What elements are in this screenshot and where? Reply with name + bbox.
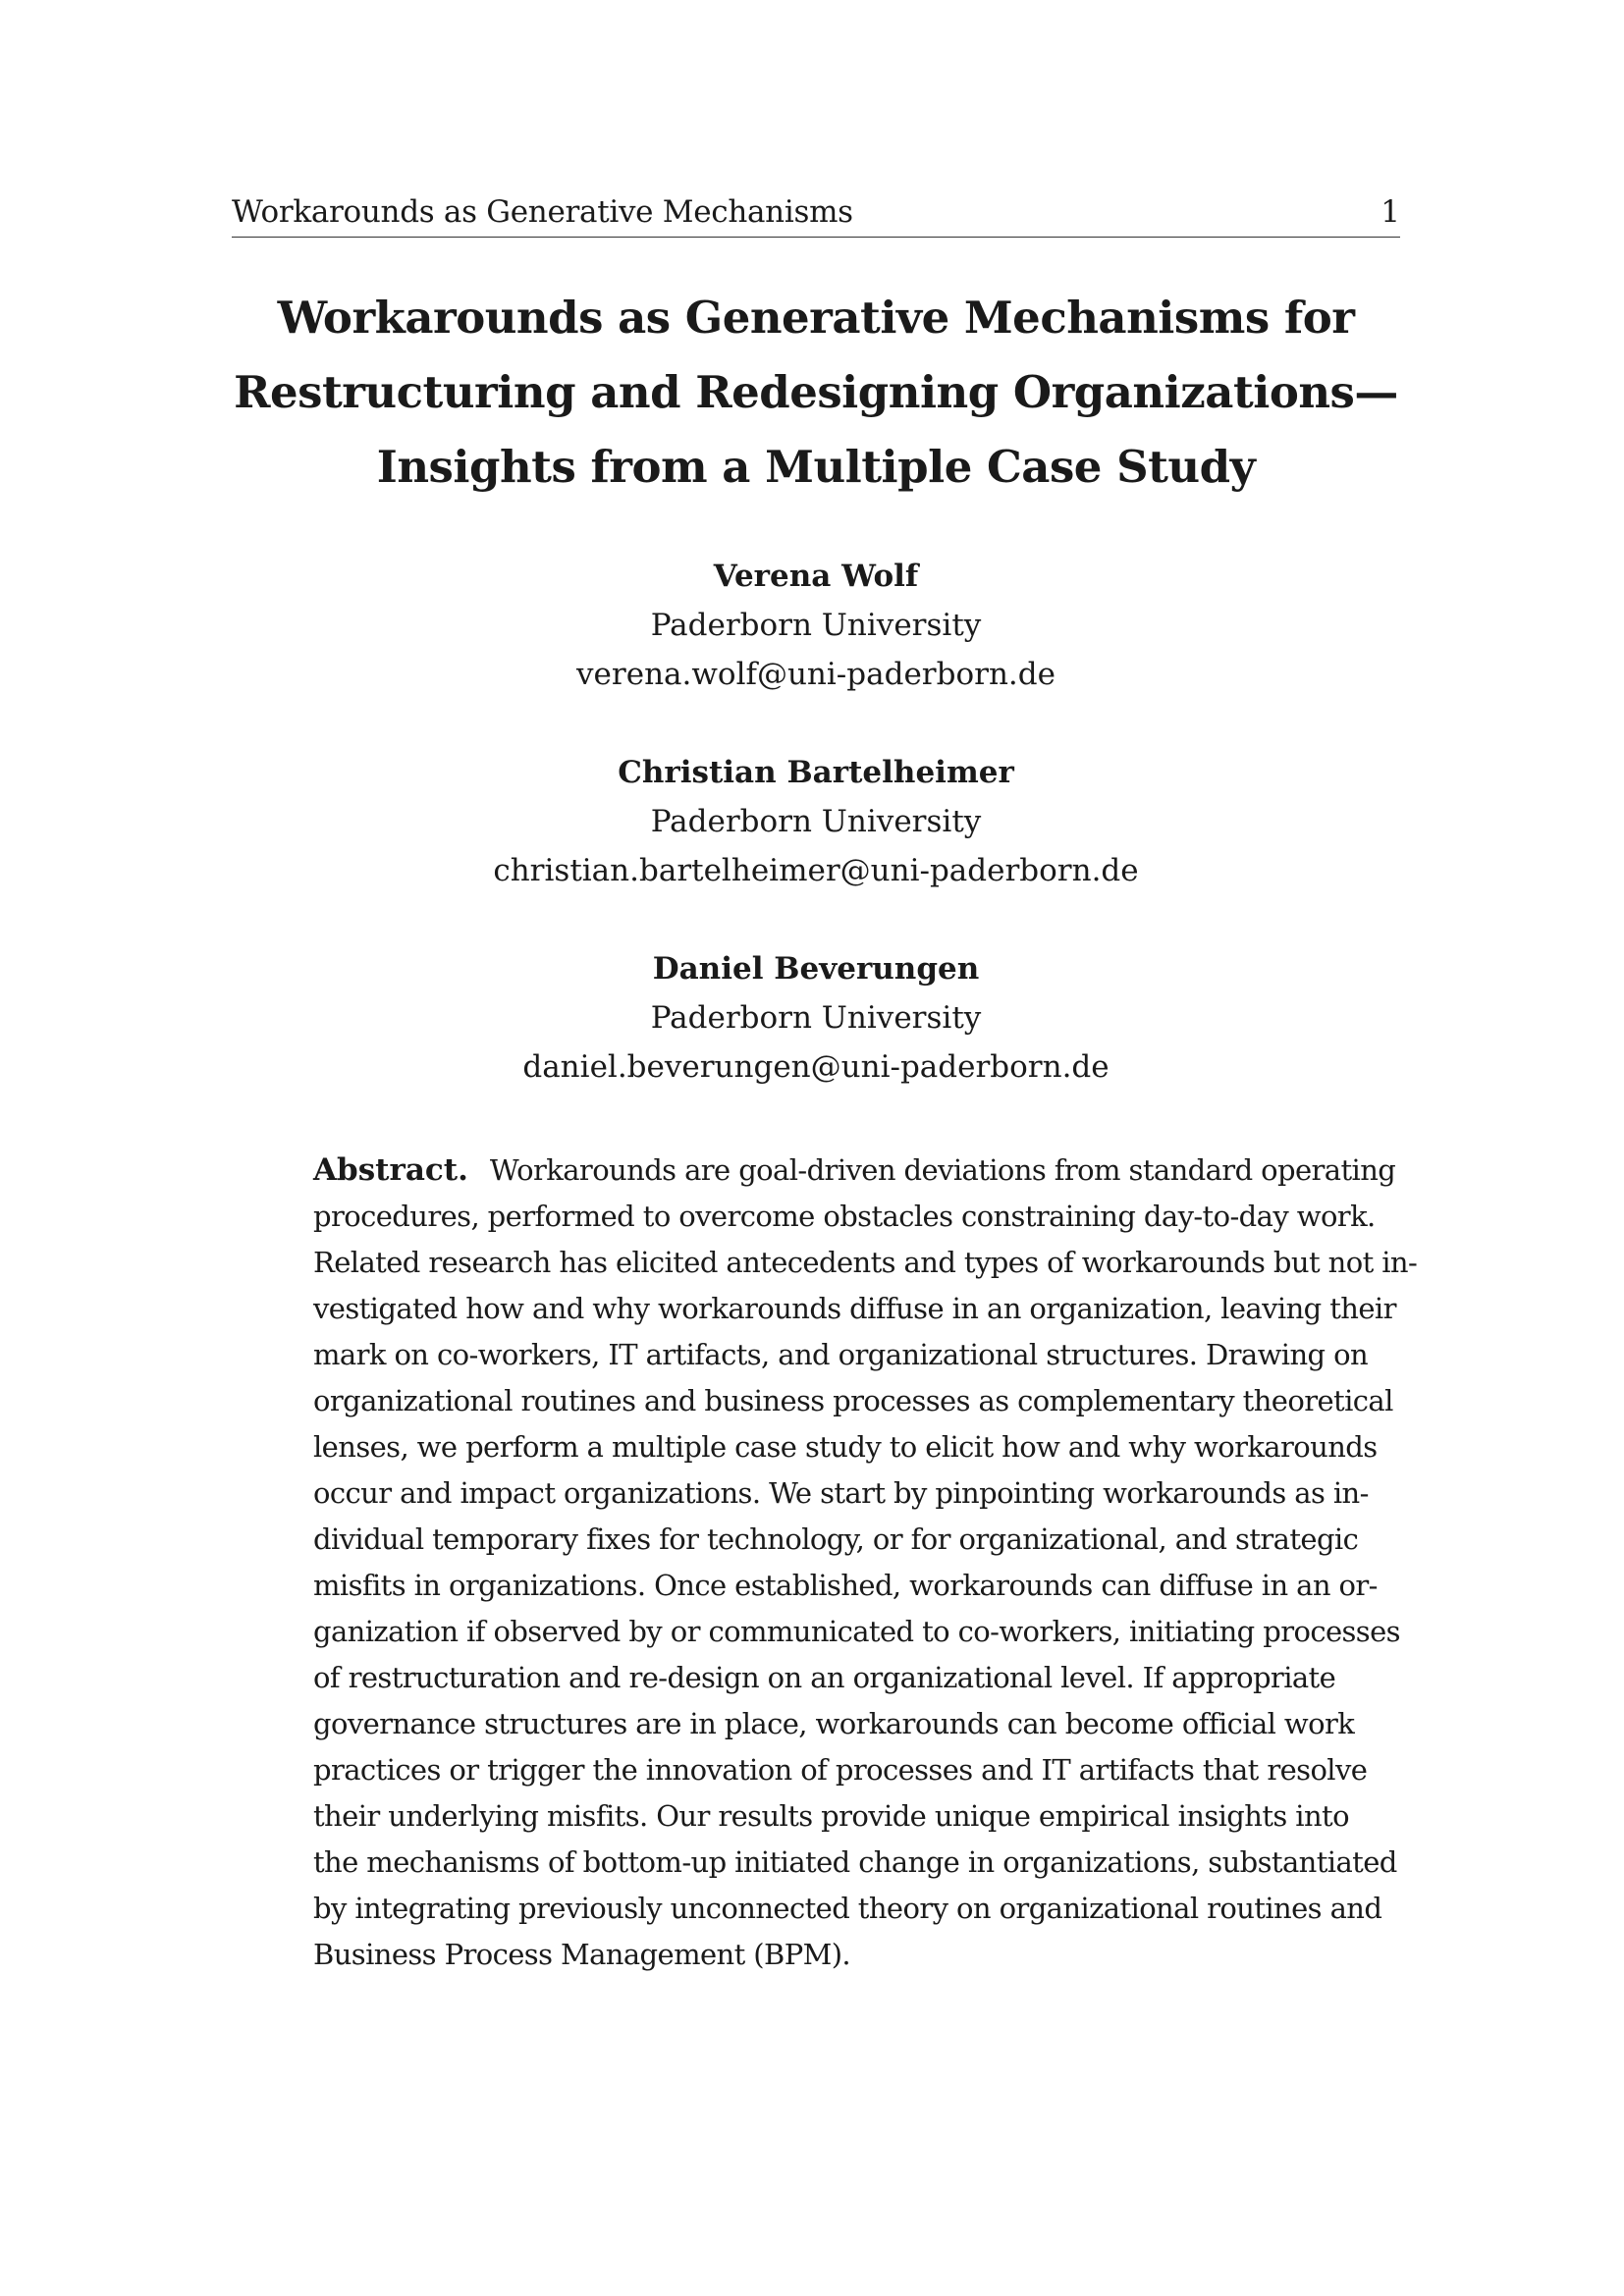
author-name: Christian Bartelheimer (618, 755, 1014, 790)
running-header (232, 192, 1400, 238)
abstract-line: ganization if observed by or communicated to co-workers, initiating processes (313, 1615, 1400, 1648)
author-affiliation: Paderborn University (650, 1000, 982, 1036)
abstract-line: their underlying misfits. Our results provide unique empirical insights into (313, 1799, 1349, 1833)
abstract-line: governance structures are in place, workarounds can become official work (313, 1707, 1355, 1740)
abstract-line: mark on co-workers, IT artifacts, and organizational structures. Drawing on (313, 1338, 1369, 1371)
author-block (232, 748, 1400, 895)
author-affiliation: Paderborn University (650, 608, 982, 643)
abstract-line: organizational routines and business processes as complementary theoretical (313, 1384, 1393, 1417)
abstract-line: dividual temporary fixes for technology, or for organizational, and strategic (313, 1522, 1359, 1556)
abstract-line (313, 1148, 1396, 1194)
abstract-line: the mechanisms of bottom-up initiated change in organizations, substantiated (313, 1845, 1397, 1879)
abstract-line: vestigated how and why workarounds diffuse in an organization, leaving their (313, 1292, 1396, 1325)
author-email: verena.wolf@uni-paderborn.de (576, 657, 1056, 692)
title-line: Workarounds as Generative Mechanisms for (277, 292, 1355, 344)
page-number: 1 (1380, 194, 1400, 230)
paper-title (232, 281, 1400, 505)
author-email: daniel.beverungen@uni-paderborn.de (522, 1049, 1110, 1085)
abstract-line: Related research has elicited antecedents and types of workarounds but not in- (313, 1246, 1418, 1279)
author-name: Verena Wolf (713, 559, 919, 594)
abstract-label: Abstract. (313, 1152, 468, 1188)
abstract (313, 1148, 1418, 1978)
title-line: Restructuring and Redesigning Organizations— (234, 366, 1398, 418)
abstract-line: procedures, performed to overcome obstacles constraining day-to-day work. (313, 1200, 1376, 1233)
author-block (232, 944, 1400, 1092)
abstract-line: occur and impact organizations. We start by pinpointing workarounds as in- (313, 1476, 1369, 1510)
abstract-line: misfits in organizations. Once established, workarounds can diffuse in an or- (313, 1569, 1378, 1602)
running-title: Workarounds as Generative Mechanisms (232, 194, 853, 230)
abstract-line: by integrating previously unconnected theory on organizational routines and (313, 1892, 1382, 1925)
author-affiliation: Paderborn University (650, 804, 982, 839)
title-line: Insights from a Multiple Case Study (376, 441, 1256, 493)
abstract-line: of restructuration and re-design on an organizational level. If appropriate (313, 1661, 1336, 1694)
abstract-line: lenses, we perform a multiple case study to elicit how and why workarounds (313, 1430, 1378, 1464)
author-email: christian.bartelheimer@uni-paderborn.de (493, 853, 1139, 888)
abstract-line-text: Workarounds are goal-driven deviations from standard operating (489, 1153, 1396, 1187)
abstract-line: Business Process Management (BPM). (313, 1938, 851, 1971)
author-block (232, 552, 1400, 699)
author-name: Daniel Beverungen (652, 951, 980, 987)
abstract-line: practices or trigger the innovation of processes and IT artifacts that resolve (313, 1753, 1368, 1787)
